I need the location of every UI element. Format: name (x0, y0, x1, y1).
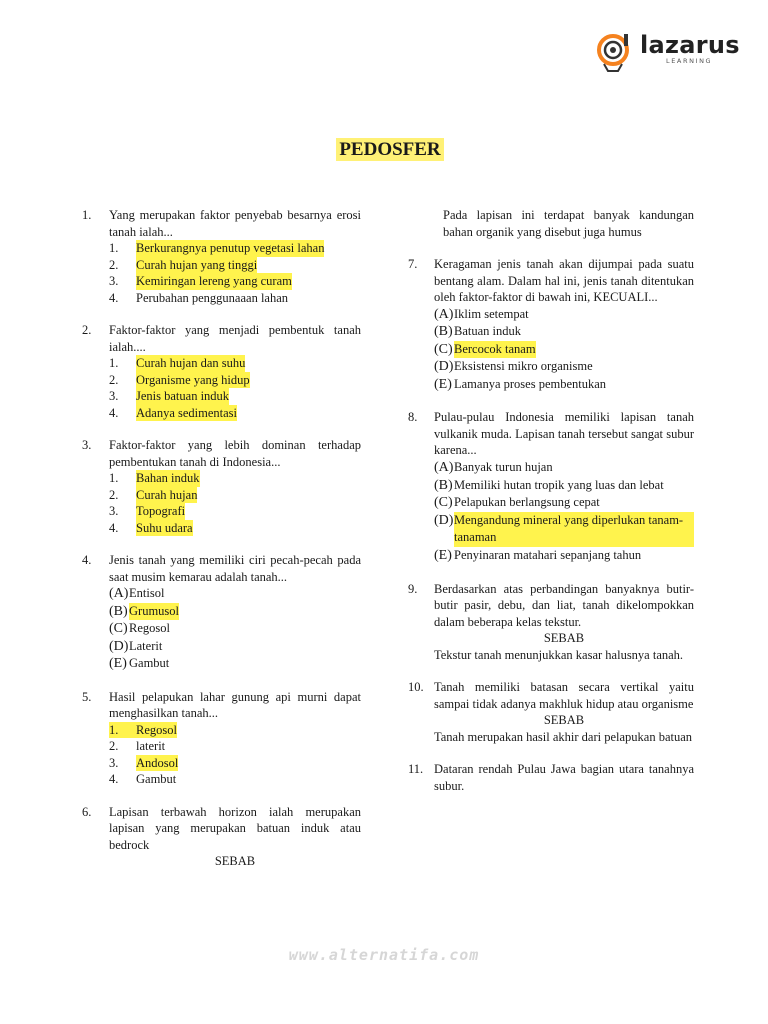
answer-option (109, 388, 361, 405)
option-marker: 1. (109, 722, 136, 739)
question-item (408, 409, 694, 564)
question-text: Faktor-faktor yang lebih dominan terhadap pembentukan tanah di Indonesia... (109, 438, 361, 469)
question-number: 1. (82, 208, 92, 222)
question-number: 8. (408, 410, 418, 425)
reason-text: Tanah merupakan hasil akhir dari pelapukan batuan (434, 729, 693, 744)
question-body (434, 581, 694, 664)
question-text: Berdasarkan atas perbandingan banyaknya butir-butir pasir, debu, dan liat, tanah dikelompokkan dalam beberapa kelas tekstur. (434, 581, 694, 629)
option-marker: 3. (109, 504, 119, 518)
option-text: Memiliki hutan tropik yang luas dan lebat (454, 477, 664, 492)
option-text: Kemiringan lereng yang curam (136, 274, 292, 288)
option-text: Berkurangnya penutup vegetasi lahan (136, 241, 325, 255)
option-text: Batuan induk (454, 324, 522, 339)
option-text: Jenis batuan induk (136, 389, 230, 403)
option-marker: (B) (434, 477, 453, 493)
option-marker: (E) (434, 376, 452, 392)
question-number: 4. (82, 553, 92, 567)
option-marker: 1. (109, 241, 119, 255)
question-6-continuation: Pada lapisan ini terdapat banyak kandungan bahan organik yang disebut juga humus (443, 208, 694, 239)
answer-option (109, 771, 361, 788)
answer-option (109, 372, 361, 389)
footer-watermark: www.alternatifa.com (288, 946, 480, 964)
question-number: 11. (408, 762, 424, 777)
option-marker: 3. (109, 389, 119, 403)
question-number: 6. (82, 804, 92, 819)
logo-wordmark: lazarus (640, 31, 740, 59)
option-marker: (C) (109, 621, 128, 637)
option-marker: (B) (109, 603, 128, 619)
answer-option (434, 376, 694, 394)
option-marker: (D) (434, 359, 454, 375)
question-text: Lapisan terbawah horizon ialah merupakan lapisan yang merupakan batuan induk atau bedrock (109, 804, 361, 852)
answer-option (109, 503, 361, 520)
question-item (408, 256, 694, 393)
answer-option (109, 240, 361, 257)
option-marker: (D) (434, 512, 454, 528)
option-marker: 1. (109, 356, 119, 370)
question-body (109, 207, 361, 306)
sebab-label: SEBAB (543, 631, 585, 646)
option-text: Grumusol (129, 603, 179, 621)
option-marker: 4. (109, 772, 119, 787)
answer-option (109, 638, 361, 656)
option-text: Bercocok tanam (454, 341, 536, 359)
question-number: 10. (408, 680, 424, 695)
question-item (408, 581, 694, 664)
question-item (82, 437, 361, 536)
sebab-label: SEBAB (214, 854, 256, 869)
answer-option (109, 620, 361, 638)
option-marker: (C) (434, 341, 453, 357)
option-marker: 2. (109, 257, 119, 272)
answer-option (109, 405, 361, 422)
answer-option (109, 738, 361, 755)
option-text: Bahan induk (136, 471, 200, 485)
option-text: Curah hujan dan suhu (136, 356, 246, 370)
option-text: Curah hujan (136, 487, 198, 502)
answer-option (434, 341, 694, 359)
option-text: Gambut (129, 656, 170, 671)
question-item (82, 552, 361, 673)
question-text: Tanah memiliki batasan secara vertikal yaitu sampai tidak adanya makhluk hidup atau organisme (434, 680, 694, 711)
option-text: Adanya sedimentasi (136, 405, 238, 420)
question-text: Pulau-pulau Indonesia memiliki lapisan tanah vulkanik muda. Lapisan tanah tersebut sangat subur karena... (434, 410, 694, 458)
lazarus-logo (596, 30, 740, 72)
question-body (434, 679, 694, 745)
logo-subtitle: LEARNING (666, 57, 713, 65)
question-body (109, 689, 361, 788)
option-text: Topografi (136, 504, 186, 518)
option-marker: (D) (109, 638, 129, 654)
question-item (408, 679, 694, 745)
reason-text: Tekstur tanah menunjukkan kasar halusnya tanah. (434, 647, 684, 662)
option-text: Lamanya proses pembentukan (454, 376, 607, 391)
answer-option (109, 603, 361, 621)
answer-option (434, 306, 694, 324)
answer-option (109, 487, 361, 504)
answer-option (109, 290, 361, 307)
answer-option (434, 358, 694, 376)
option-marker: 3. (109, 274, 119, 288)
answer-option (109, 755, 361, 772)
answer-option (109, 585, 361, 603)
answer-option (109, 655, 361, 673)
question-number: 3. (82, 438, 92, 452)
answer-option (434, 459, 694, 477)
option-marker: (C) (434, 495, 453, 511)
question-text: Faktor-faktor yang menjadi pembentuk tanah ialah.... (109, 323, 361, 354)
option-text: Regosol (129, 621, 170, 636)
option-text: Entisol (129, 586, 165, 600)
question-item (408, 761, 694, 794)
answer-option (109, 273, 361, 290)
question-number: 2. (82, 323, 92, 337)
answer-option (109, 257, 361, 274)
question-body (434, 256, 694, 393)
question-text: Hasil pelapukan lahar gunung api murni dapat menghasilkan tanah... (109, 689, 361, 721)
question-text: Dataran rendah Pulau Jawa bagian utara tanahnya subur. (434, 762, 694, 793)
question-body (109, 322, 361, 421)
question-number: 9. (408, 581, 418, 596)
option-marker: (A) (109, 586, 129, 601)
option-marker: 2. (109, 372, 119, 387)
page-title: PEDOSFER (0, 139, 768, 161)
option-marker: (A) (434, 459, 454, 475)
option-marker: 4. (109, 290, 119, 305)
question-item (82, 322, 361, 421)
question-number: 7. (408, 257, 418, 271)
answer-option (434, 477, 694, 495)
question-body (434, 761, 694, 794)
left-column (82, 207, 361, 886)
question-body (109, 437, 361, 536)
option-text: Iklim setempat (454, 306, 529, 321)
option-marker: (E) (434, 547, 452, 563)
option-text: Laterit (129, 638, 163, 653)
question-body (109, 552, 361, 673)
option-text: Suhu udara (136, 520, 193, 535)
option-text: Penyinaran matahari sepanjang tahun (454, 547, 642, 562)
right-column (408, 207, 694, 810)
option-marker: 4. (109, 520, 119, 535)
option-text: Perubahan penggunaaan lahan (136, 290, 289, 305)
option-text: Curah hujan yang tinggi (136, 257, 258, 272)
option-marker: 4. (109, 405, 119, 420)
option-text: Mengandung mineral yang diperlukan tanam-tanaman (454, 512, 694, 547)
question-body (109, 804, 361, 870)
option-text: Eksistensi mikro organisme (454, 359, 593, 374)
option-text: Regosol (136, 722, 177, 737)
option-text: Banyak turun hujan (454, 459, 553, 474)
answer-option (434, 512, 694, 547)
option-marker: (A) (434, 306, 454, 322)
question-body (434, 409, 694, 564)
answer-option (109, 470, 361, 487)
option-marker: 3. (109, 755, 119, 770)
option-marker: (E) (109, 656, 127, 672)
option-marker: 1. (109, 471, 119, 485)
answer-option (109, 722, 361, 739)
sebab-label: SEBAB (543, 713, 585, 728)
answer-option (109, 520, 361, 537)
answer-option (434, 494, 694, 512)
question-item (82, 804, 361, 870)
question-text: Jenis tanah yang memiliki ciri pecah-pecah pada saat musim kemarau adalah tanah... (109, 553, 361, 584)
option-text: Gambut (136, 772, 177, 787)
option-text: Andosol (136, 755, 179, 770)
question-item (82, 689, 361, 788)
question-text: Yang merupakan faktor penyebab besarnya erosi tanah ialah... (109, 208, 361, 239)
question-text: Keragaman jenis tanah akan dijumpai pada suatu bentang alam. Dalam hal ini, jenis tanah ditentukan oleh faktor-faktor di bawah ini, KECUALI... (434, 257, 694, 304)
question-item (82, 207, 361, 306)
owl-logo-icon (596, 30, 636, 72)
answer-option (109, 355, 361, 372)
option-text: Organisme yang hidup (136, 372, 250, 387)
option-marker: 2. (109, 739, 119, 754)
question-number: 5. (82, 689, 92, 704)
answer-option (434, 323, 694, 341)
option-text: Pelapukan berlangsung cepat (454, 495, 600, 510)
option-marker: 2. (109, 487, 119, 502)
answer-option (434, 547, 694, 565)
option-text: laterit (136, 739, 166, 754)
option-marker: (B) (434, 324, 453, 340)
